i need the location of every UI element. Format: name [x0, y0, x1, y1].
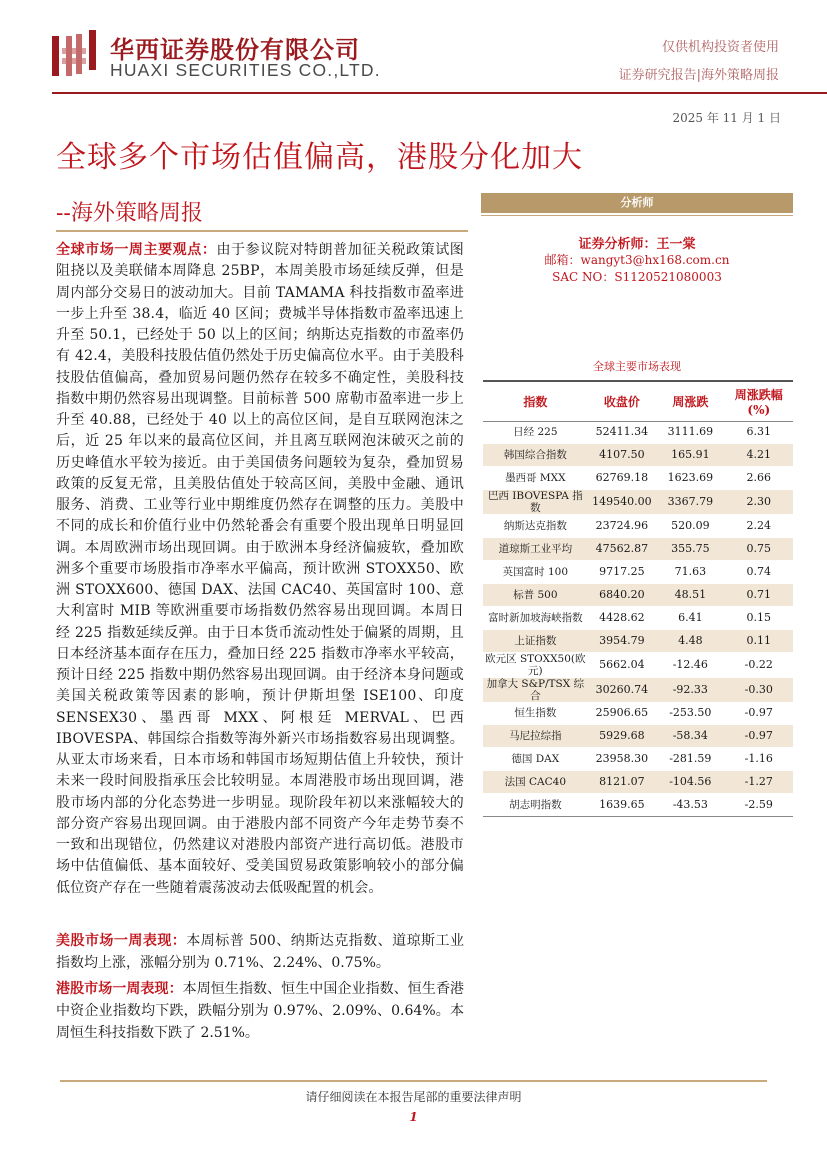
close-price-cell: 4428.62 — [588, 606, 656, 629]
close-price-cell: 23958.30 — [588, 748, 656, 771]
close-price-cell: 9717.25 — [588, 560, 656, 583]
weekly-change-cell: -58.34 — [656, 725, 724, 748]
index-name-cell: 法国 CAC40 — [483, 771, 588, 794]
table-row — [483, 629, 793, 652]
weekly-change-cell: 4.48 — [656, 629, 724, 652]
index-name-cell: 纳斯达克指数 — [483, 515, 588, 538]
weekly-change-pct-cell: -1.16 — [725, 748, 793, 771]
table-row — [483, 467, 793, 490]
page-number: 1 — [409, 1110, 418, 1124]
us-section-lead: 美股市场一周表现： — [56, 933, 187, 949]
global-view-text: 由于参议院对特朗普加征关税政策试图阻挠以及美联储本周降息 25BP，本周美股市场延续反弹，但是周内部分交易日的波动加大。目前 TAMAMA 科技指数市盈率进一步上升至 38.4，临近 40 区间；费城半导体指数市盈率迅速上升至 50.1，已经处于 50 以上的区间；纳斯达克指数的市盈率仍有 42.4，美股科技股估值仍然处于历史偏高位水平。由于美股科技股估值偏高，叠加贸易问题仍然存在较多不确定性，美股科技指数中期仍然容易出现调整。目前标普 500 席勒市盈率进一步上升至 40.88，已经处于 40 以上的高位区间，是自互联网泡沫之后，近 25 年以来的最高位区间，并且离互联网泡沫破灭之前的历史峰值水平较为接近。由于美国债务问题较为复杂，叠加贸易政策的反复无常，且美股估值处于较高区间，美股中金融、通讯服务、消费、工业等行业中期维度仍然存在调整的压力。美股中不同的成长和价值行业中仍然轮番会有重要个股出现单日明显回调。本周欧洲市场出现回调。由于欧洲本身经济偏疲软，叠加欧洲多个重要市场股指市净率水平偏高，预计欧洲 STOXX50、欧洲 STOXX600、德国 DAX、法国 CAC40、英国富时 100、意大利富时 MIB 等欧洲重要市场指数仍然容易出现回调。本周日经 225 指数延续反弹。由于日本货币流动性处于偏紧的周期，且日本经济基本面存在压力，叠加日经 225 指数市净率水平较高，预计日经 225 指数中期仍然容易出现回调。由于经济本身问题或美国关税政策等因素的影响，预计伊斯坦堡 ISE100、印度 SENSEX30、墨西哥 MXX、阿根廷 MERVAL、巴西 IBOVESPA、韩国综合指数等海外新兴市场指数容易出现调整。从亚太市场来看，日本市场和韩国市场短期估值上升较快，预计未来一段时间股指承压会比较明显。本周港股市场出现回调，港股市场内部的分化态势进一步明显。现阶段年初以来涨幅较大的部分资产容易出现回调。由于港股内部不同资产今年走势节奏不一致和出现错位，仍然建议对港股内部资产进行高切低。港股市场中估值偏低、基本面较好、受美国贸易政策影响较小的部分偏低位资产存在一些随着震荡波动去低吸配置的机会。 — [56, 242, 464, 896]
footer-divider — [60, 1080, 767, 1082]
weekly-change-pct-cell: 0.74 — [725, 560, 793, 583]
huaxi-logo-icon — [52, 30, 96, 80]
weekly-change-cell: -281.59 — [656, 748, 724, 771]
weekly-change-cell: -12.46 — [656, 652, 724, 677]
index-name-cell: 恒生指数 — [483, 702, 588, 725]
index-name-cell: 德国 DAX — [483, 748, 588, 771]
weekly-change-pct-cell: -1.27 — [725, 771, 793, 794]
close-price-cell: 5929.68 — [588, 725, 656, 748]
market-table-title: 全球主要市场表现 — [593, 360, 681, 373]
company-name-en: HUAXI SECURITIES CO.,LTD. — [110, 60, 381, 80]
weekly-change-pct-cell: 0.75 — [725, 538, 793, 561]
weekly-change-cell: 48.51 — [656, 583, 724, 606]
table-row — [483, 515, 793, 538]
report-type-tag: 证券研究报告|海外策略周报 — [618, 68, 779, 83]
weekly-change-pct-cell: 0.71 — [725, 583, 793, 606]
index-name-cell: 英国富时 100 — [483, 560, 588, 583]
weekly-change-pct-cell: 2.30 — [725, 490, 793, 515]
index-name-cell: 标普 500 — [483, 583, 588, 606]
close-price-cell: 30260.74 — [588, 677, 656, 702]
index-name-cell: 加拿大 S&P/TSX 综合 — [483, 677, 588, 702]
weekly-change-cell: 3367.79 — [656, 490, 724, 515]
analyst-email[interactable]: 邮箱：wangyt3@hx168.com.cn — [544, 253, 730, 267]
weekly-change-cell: 6.41 — [656, 606, 724, 629]
table-row — [483, 583, 793, 606]
audience-tag: 仅供机构投资者使用 — [661, 40, 779, 55]
index-name-cell: 日经 225 — [483, 421, 588, 444]
close-price-cell: 52411.34 — [588, 421, 656, 444]
legal-notice: 请仔细阅读在本报告尾部的重要法律声明 — [305, 1090, 522, 1104]
company-name-cn: 华西证券股份有限公司 — [110, 36, 360, 64]
table-row — [483, 652, 793, 677]
weekly-change-cell: 71.63 — [656, 560, 724, 583]
weekly-change-pct-cell: 2.24 — [725, 515, 793, 538]
weekly-change-cell: -92.33 — [656, 677, 724, 702]
table-row — [483, 421, 793, 444]
table-row — [483, 677, 793, 702]
close-price-cell: 47562.87 — [588, 538, 656, 561]
weekly-change-pct-cell: 0.15 — [725, 606, 793, 629]
analyst-name: 证券分析师：王一棠 — [578, 237, 696, 252]
col-header-index: 指数 — [483, 381, 588, 421]
close-price-cell: 3954.79 — [588, 629, 656, 652]
analyst-divider — [481, 215, 793, 216]
table-row — [483, 748, 793, 771]
weekly-change-pct-cell: 6.31 — [725, 421, 793, 444]
index-name-cell: 欧元区 STOXX50(欧元) — [483, 652, 588, 677]
weekly-change-cell: 3111.69 — [656, 421, 724, 444]
index-name-cell: 胡志明指数 — [483, 794, 588, 817]
weekly-change-pct-cell: -0.97 — [725, 702, 793, 725]
weekly-change-pct-cell: -0.22 — [725, 652, 793, 677]
index-name-cell: 马尼拉综指 — [483, 725, 588, 748]
weekly-change-cell: 520.09 — [656, 515, 724, 538]
weekly-change-pct-cell: 2.66 — [725, 467, 793, 490]
analyst-sac-number: SAC NO：S1120521080003 — [552, 270, 722, 284]
weekly-change-pct-cell: 4.21 — [725, 444, 793, 467]
close-price-cell: 23724.96 — [588, 515, 656, 538]
table-row — [483, 702, 793, 725]
weekly-change-cell: -104.56 — [656, 771, 724, 794]
close-price-cell: 1639.65 — [588, 794, 656, 817]
weekly-change-cell: 1623.69 — [656, 467, 724, 490]
close-price-cell: 6840.20 — [588, 583, 656, 606]
weekly-change-cell: -43.53 — [656, 794, 724, 817]
hk-section-text: 本周恒生指数、恒生中国企业指数、恒生香港中资企业指数均下跌，跌幅分别为 0.97%、2.09%、0.64%。本周恒生科技指数下跌了 2.51%。 — [56, 981, 465, 1041]
table-row — [483, 490, 793, 515]
table-header-row — [483, 381, 793, 421]
close-price-cell: 8121.07 — [588, 771, 656, 794]
table-row — [483, 444, 793, 467]
close-price-cell: 4107.50 — [588, 444, 656, 467]
close-price-cell: 25906.65 — [588, 702, 656, 725]
us-section-text: 本周标普 500、纳斯达克指数、道琼斯工业指数均上涨，涨幅分别为 0.71%、2.24%、0.75%。 — [56, 933, 465, 971]
index-name-cell: 巴西 IBOVESPA 指数 — [483, 490, 588, 515]
weekly-change-pct-cell: -2.59 — [725, 794, 793, 817]
hk-market-section — [56, 978, 464, 1044]
table-row — [483, 538, 793, 561]
report-subtitle: --海外策略周报 — [56, 201, 203, 226]
header-divider — [52, 92, 827, 94]
table-row — [483, 725, 793, 748]
hk-section-lead: 港股市场一周表现： — [56, 981, 183, 997]
weekly-change-cell: 165.91 — [656, 444, 724, 467]
col-header-close: 收盘价 — [588, 381, 656, 421]
weekly-change-pct-cell: 0.11 — [725, 629, 793, 652]
col-header-change: 周涨跌 — [656, 381, 724, 421]
close-price-cell: 62769.18 — [588, 467, 656, 490]
report-date: 2025 年 11 月 1 日 — [672, 111, 781, 125]
global-view-lead: 全球市场一周主要观点： — [56, 242, 217, 258]
index-name-cell: 墨西哥 MXX — [483, 467, 588, 490]
index-name-cell: 富时新加坡海峡指数 — [483, 606, 588, 629]
index-name-cell: 韩国综合指数 — [483, 444, 588, 467]
market-performance-table — [483, 380, 793, 817]
report-title: 全球多个市场估值偏高，港股分化加大 — [56, 140, 583, 175]
weekly-change-cell: 355.75 — [656, 538, 724, 561]
table-row — [483, 606, 793, 629]
close-price-cell: 5662.04 — [588, 652, 656, 677]
close-price-cell: 149540.00 — [588, 490, 656, 515]
weekly-change-pct-cell: -0.30 — [725, 677, 793, 702]
weekly-change-pct-cell: -0.97 — [725, 725, 793, 748]
us-market-section — [56, 930, 464, 974]
subtitle-divider — [56, 230, 468, 232]
weekly-change-cell: -253.50 — [656, 702, 724, 725]
index-name-cell: 上证指数 — [483, 629, 588, 652]
col-header-change-pct: 周涨跌幅(%) — [725, 381, 793, 421]
analyst-header: 分析师 — [481, 193, 793, 213]
table-row — [483, 794, 793, 817]
table-row — [483, 560, 793, 583]
index-name-cell: 道琼斯工业平均 — [483, 538, 588, 561]
global-market-view — [56, 240, 464, 899]
table-row — [483, 771, 793, 794]
